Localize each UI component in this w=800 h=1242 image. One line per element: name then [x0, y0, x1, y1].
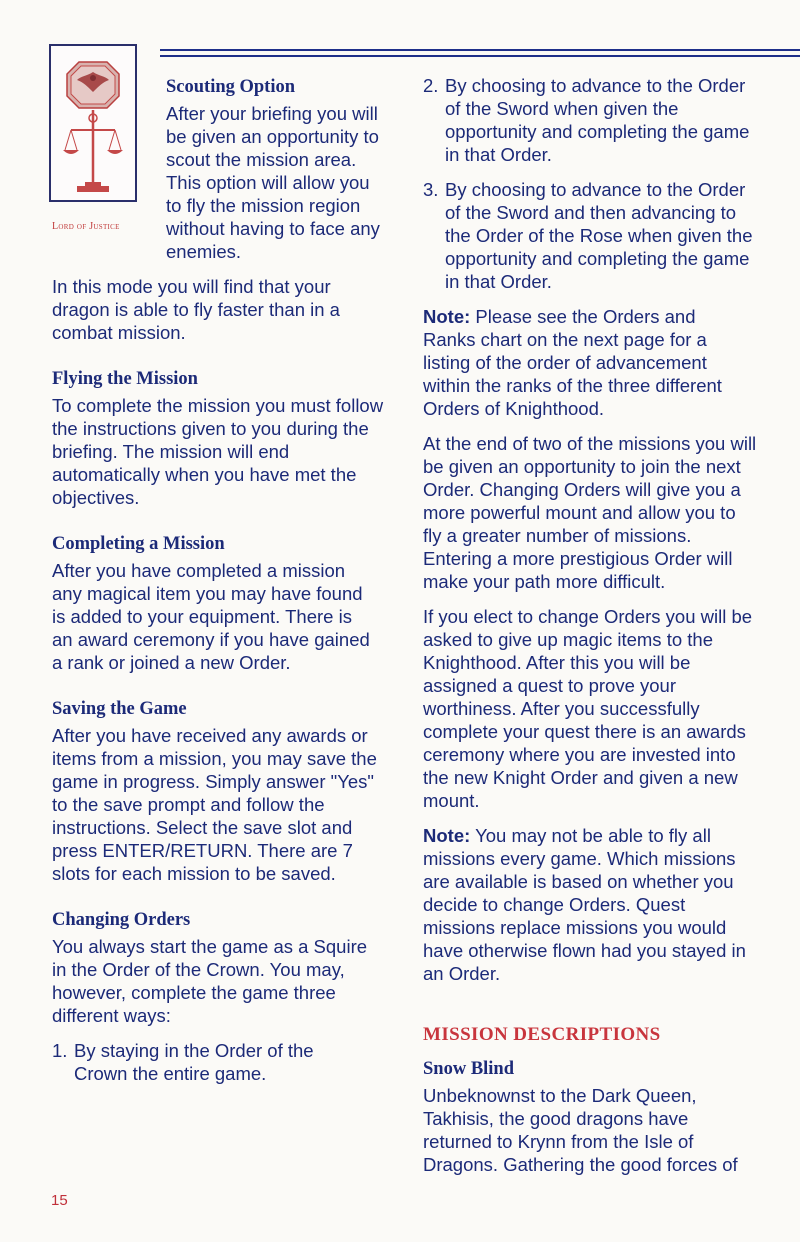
note-2	[423, 824, 753, 985]
flying-heading: Flying the Mission	[52, 369, 198, 389]
paragraph-join-order: At the end of two of the missions you will be given an opportunity to join the next Order. Changing Orders will give you a more powerful mount and allow you to fly a greater number of missions. Entering a more prestigious Order will make your path more difficult.	[423, 433, 757, 592]
emblem-caption: Lord of Justice	[52, 221, 120, 232]
list-item-3	[423, 178, 753, 293]
note-2-label: Note:	[423, 825, 471, 846]
flying-text: To complete the mission you must follow the instructions given to you during the briefing. The mission will end automatically when you have met the objectives.	[52, 395, 384, 508]
list-text-1: By staying in the Order of the Crown the entire game.	[74, 1040, 314, 1084]
list-number-2: 2.	[423, 75, 439, 96]
mission-descriptions-heading: MISSION DESCRIPTIONS	[423, 1024, 661, 1045]
list-number-3: 3.	[423, 179, 439, 200]
list-item-1	[52, 1039, 342, 1085]
scouting-text-beside: After your briefing you will be given an opportunity to scout the mission area. This option will allow you to fly the mission region without having to face any enemies.	[166, 103, 380, 262]
completing-text: After you have completed a mission any magical item you may have found is added to your equipment. There is an award ceremony if you have gained a rank or joined a new Order.	[52, 560, 370, 673]
section-flying	[52, 366, 392, 509]
section-saving	[52, 696, 392, 885]
page-number: 15	[51, 1192, 68, 1209]
right-column	[423, 74, 759, 1188]
note-1	[423, 305, 748, 420]
scouting-heading: Scouting Option	[166, 77, 296, 97]
list-item-2	[423, 74, 753, 166]
saving-heading: Saving the Game	[52, 699, 187, 719]
left-column	[52, 74, 392, 1107]
paragraph-change-orders: If you elect to change Orders you will be asked to give up magic items to the Knighthood. After this you will be assigned a quest to prove your worthiness. After you successfully complete your quest there is an awards ceremony where you are invested into the new Knight Order and given a new mount.	[423, 606, 753, 811]
changing-heading: Changing Orders	[52, 910, 191, 930]
note-1-text: Please see the Orders and Ranks chart on the next page for a listing of the order of advancement within the ranks of the three different Orders of Knighthood.	[423, 306, 722, 419]
note-1-label: Note:	[423, 306, 471, 327]
section-changing	[52, 907, 392, 1085]
top-rule-2	[160, 55, 800, 57]
snow-blind-text: Unbeknownst to the Dark Queen, Takhisis, the good dragons have returned to Krynn from the Isle of Dragons. Gathering the good forces of	[423, 1085, 738, 1175]
list-text-2: By choosing to advance to the Order of the Sword when given the opportunity and completing the game in that Order.	[445, 75, 750, 165]
saving-text: After you have received any awards or items from a mission, you may save the game in progress. Simply answer "Yes" to the save prompt and follow the instructions. Select the save slot and press ENTER/RETURN. There are 7 slots for each mission to be saved.	[52, 725, 377, 884]
completing-heading: Completing a Mission	[52, 534, 225, 554]
scouting-text-full: In this mode you will find that your dragon is able to fly faster than in a combat mission.	[52, 276, 340, 343]
list-number-1: 1.	[52, 1040, 68, 1061]
changing-text: You always start the game as a Squire in the Order of the Crown. You may, however, complete the game three different ways:	[52, 936, 368, 1026]
snow-blind-heading: Snow Blind	[423, 1059, 515, 1079]
section-completing	[52, 531, 392, 674]
note-2-text: You may not be able to fly all missions every game. Which missions are available is based on whether you decide to change Orders. Quest missions replace missions you would have otherwise flown had you stayed in an Order.	[423, 825, 746, 984]
list-text-3: By choosing to advance to the Order of the Sword and then advancing to the Order of the Rose when given the opportunity and completing the game in that Order.	[445, 179, 753, 292]
top-rule-1	[160, 49, 800, 51]
section-scouting	[52, 74, 392, 344]
